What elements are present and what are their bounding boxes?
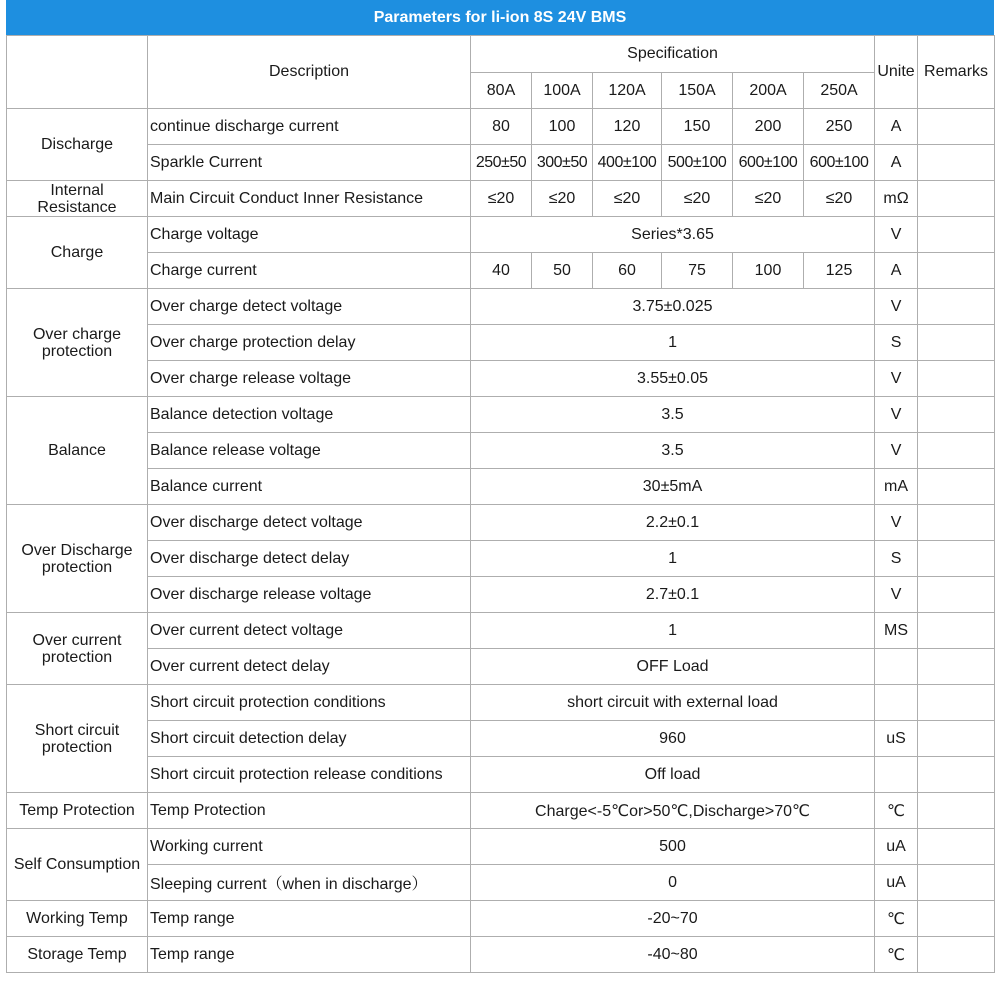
table-row: [7, 181, 995, 217]
row-description: Sleeping current（when in discharge）: [148, 865, 471, 901]
category-internal-resistance: [7, 181, 148, 217]
row-description: Temp Protection: [148, 793, 471, 829]
unit-cell: uA: [875, 865, 918, 901]
unit-cell: uS: [875, 721, 918, 757]
remarks-cell: [918, 361, 995, 397]
row-description: Charge voltage: [148, 217, 471, 253]
table-row: [7, 361, 995, 397]
header-unit: Unite: [875, 36, 918, 109]
value-cell: 100: [733, 253, 804, 289]
category-charge: Charge: [7, 217, 148, 289]
value-cell: 2.7±0.1: [471, 577, 875, 613]
table-row: [7, 721, 995, 757]
remarks-cell: [918, 793, 995, 829]
table-row: [7, 793, 995, 829]
unit-cell: A: [875, 145, 918, 181]
value-cell: 125: [804, 253, 875, 289]
value-cell: 600±100: [733, 145, 804, 181]
value-cell: ≤20: [804, 181, 875, 217]
value-cell: 1: [471, 541, 875, 577]
value-cell: 3.55±0.05: [471, 361, 875, 397]
value-cell: 300±50: [532, 145, 593, 181]
unit-cell: ℃: [875, 793, 918, 829]
unit-cell: V: [875, 289, 918, 325]
value-cell: 2.2±0.1: [471, 505, 875, 541]
table-row: [7, 469, 995, 505]
table-row: [7, 613, 995, 649]
category-self-consumption: Self Consumption: [7, 829, 148, 901]
header-model: 80A: [471, 73, 532, 109]
header-row: [7, 36, 995, 73]
remarks-cell: [918, 865, 995, 901]
unit-cell: S: [875, 325, 918, 361]
remarks-cell: [918, 649, 995, 685]
value-cell: 500: [471, 829, 875, 865]
value-cell: 80: [471, 109, 532, 145]
table-row: [7, 865, 995, 901]
header-description: Description: [148, 36, 471, 109]
value-cell: 60: [593, 253, 662, 289]
category-label: Internal: [50, 181, 104, 199]
value-cell: 3.75±0.025: [471, 289, 875, 325]
value-cell: 100: [532, 109, 593, 145]
unit-cell: V: [875, 505, 918, 541]
row-description: Over charge release voltage: [148, 361, 471, 397]
unit-cell: S: [875, 541, 918, 577]
value-cell: Off load: [471, 757, 875, 793]
table-row: [7, 937, 995, 973]
row-description: Over charge protection delay: [148, 325, 471, 361]
header-remarks: Remarks: [918, 36, 995, 109]
table-row: [7, 145, 995, 181]
table-row: [7, 253, 995, 289]
value-cell: ≤20: [471, 181, 532, 217]
remarks-cell: [918, 145, 995, 181]
value-cell: 1: [471, 325, 875, 361]
table-row: [7, 649, 995, 685]
row-description: Temp range: [148, 901, 471, 937]
value-cell: 120: [593, 109, 662, 145]
row-description: Main Circuit Conduct Inner Resistance: [148, 181, 471, 217]
category-label: Over Discharge: [21, 541, 133, 559]
category-label: Over current: [32, 631, 122, 649]
category-temp-protection: Temp Protection: [7, 793, 148, 829]
unit-cell: [875, 757, 918, 793]
table-row: [7, 109, 995, 145]
category-working-temp: Working Temp: [7, 901, 148, 937]
category-short-circuit: [7, 685, 148, 793]
category-label: protection: [41, 648, 113, 666]
remarks-cell: [918, 505, 995, 541]
table-row: [7, 505, 995, 541]
header-model: 200A: [733, 73, 804, 109]
value-cell: -20~70: [471, 901, 875, 937]
row-description: continue discharge current: [148, 109, 471, 145]
remarks-cell: [918, 757, 995, 793]
remarks-cell: [918, 937, 995, 973]
remarks-cell: [918, 613, 995, 649]
row-description: Sparkle Current: [148, 145, 471, 181]
table-row: [7, 433, 995, 469]
value-cell: ≤20: [662, 181, 733, 217]
row-description: Working current: [148, 829, 471, 865]
value-cell: ≤20: [593, 181, 662, 217]
value-cell: 75: [662, 253, 733, 289]
table-row: [7, 901, 995, 937]
value-cell: 200: [733, 109, 804, 145]
category-over-charge: [7, 289, 148, 397]
row-description: Over current detect delay: [148, 649, 471, 685]
table-title: Parameters for li-ion 8S 24V BMS: [6, 0, 994, 35]
category-label: protection: [41, 738, 113, 756]
value-cell: 500±100: [662, 145, 733, 181]
unit-cell: A: [875, 109, 918, 145]
header-model: 120A: [593, 73, 662, 109]
category-storage-temp: Storage Temp: [7, 937, 148, 973]
row-description: Over discharge detect voltage: [148, 505, 471, 541]
remarks-cell: [918, 181, 995, 217]
value-cell: 960: [471, 721, 875, 757]
table-row: [7, 685, 995, 721]
table-row: [7, 397, 995, 433]
row-description: Short circuit protection conditions: [148, 685, 471, 721]
table-row: [7, 829, 995, 865]
remarks-cell: [918, 397, 995, 433]
remarks-cell: [918, 469, 995, 505]
row-description: Charge current: [148, 253, 471, 289]
unit-cell: V: [875, 217, 918, 253]
value-cell: 3.5: [471, 397, 875, 433]
value-cell: 3.5: [471, 433, 875, 469]
unit-cell: mΩ: [875, 181, 918, 217]
unit-cell: uA: [875, 829, 918, 865]
header-specification: Specification: [471, 36, 875, 73]
row-description: Short circuit protection release conditions: [148, 757, 471, 793]
value-cell: 30±5mA: [471, 469, 875, 505]
row-description: Over current detect voltage: [148, 613, 471, 649]
remarks-cell: [918, 577, 995, 613]
remarks-cell: [918, 721, 995, 757]
remarks-cell: [918, 433, 995, 469]
value-cell: Charge<-5℃or>50℃,Discharge>70℃: [471, 793, 875, 829]
category-label: Short circuit: [34, 721, 120, 739]
unit-cell: V: [875, 361, 918, 397]
category-label: Over charge: [32, 325, 122, 343]
remarks-cell: [918, 325, 995, 361]
remarks-cell: [918, 289, 995, 325]
table-row: [7, 325, 995, 361]
category-balance: Balance: [7, 397, 148, 505]
value-cell: OFF Load: [471, 649, 875, 685]
remarks-cell: [918, 685, 995, 721]
remarks-cell: [918, 541, 995, 577]
remarks-cell: [918, 901, 995, 937]
value-cell: 400±100: [593, 145, 662, 181]
row-description: Over charge detect voltage: [148, 289, 471, 325]
row-description: Over discharge detect delay: [148, 541, 471, 577]
value-cell: 600±100: [804, 145, 875, 181]
unit-cell: [875, 649, 918, 685]
remarks-cell: [918, 253, 995, 289]
row-description: Over discharge release voltage: [148, 577, 471, 613]
remarks-cell: [918, 109, 995, 145]
value-cell: short circuit with external load: [471, 685, 875, 721]
category-label: protection: [41, 558, 113, 576]
category-over-current: [7, 613, 148, 685]
row-description: Short circuit detection delay: [148, 721, 471, 757]
value-cell: ≤20: [532, 181, 593, 217]
unit-cell: mA: [875, 469, 918, 505]
unit-cell: [875, 685, 918, 721]
category-label: Resistance: [37, 198, 117, 216]
header-blank-cell: [7, 36, 148, 109]
value-cell: 150: [662, 109, 733, 145]
row-description: Balance detection voltage: [148, 397, 471, 433]
unit-cell: ℃: [875, 901, 918, 937]
remarks-cell: [918, 217, 995, 253]
header-model: 100A: [532, 73, 593, 109]
row-description: Temp range: [148, 937, 471, 973]
value-cell: 1: [471, 613, 875, 649]
unit-cell: V: [875, 577, 918, 613]
unit-cell: ℃: [875, 937, 918, 973]
category-discharge: Discharge: [7, 109, 148, 181]
value-cell: ≤20: [733, 181, 804, 217]
unit-cell: MS: [875, 613, 918, 649]
unit-cell: A: [875, 253, 918, 289]
remarks-cell: [918, 829, 995, 865]
value-cell: 50: [532, 253, 593, 289]
table-row: [7, 217, 995, 253]
value-cell: 40: [471, 253, 532, 289]
value-cell: -40~80: [471, 937, 875, 973]
table-row: [7, 757, 995, 793]
bms-parameters-table: [6, 35, 995, 973]
unit-cell: V: [875, 397, 918, 433]
category-over-discharge: [7, 505, 148, 613]
table-row: [7, 289, 995, 325]
table-row: [7, 541, 995, 577]
unit-cell: V: [875, 433, 918, 469]
category-label: protection: [41, 342, 113, 360]
header-model: 150A: [662, 73, 733, 109]
header-model: 250A: [804, 73, 875, 109]
table-row: [7, 577, 995, 613]
value-cell: Series*3.65: [471, 217, 875, 253]
row-description: Balance release voltage: [148, 433, 471, 469]
value-cell: 250±50: [471, 145, 532, 181]
row-description: Balance current: [148, 469, 471, 505]
value-cell: 0: [471, 865, 875, 901]
value-cell: 250: [804, 109, 875, 145]
